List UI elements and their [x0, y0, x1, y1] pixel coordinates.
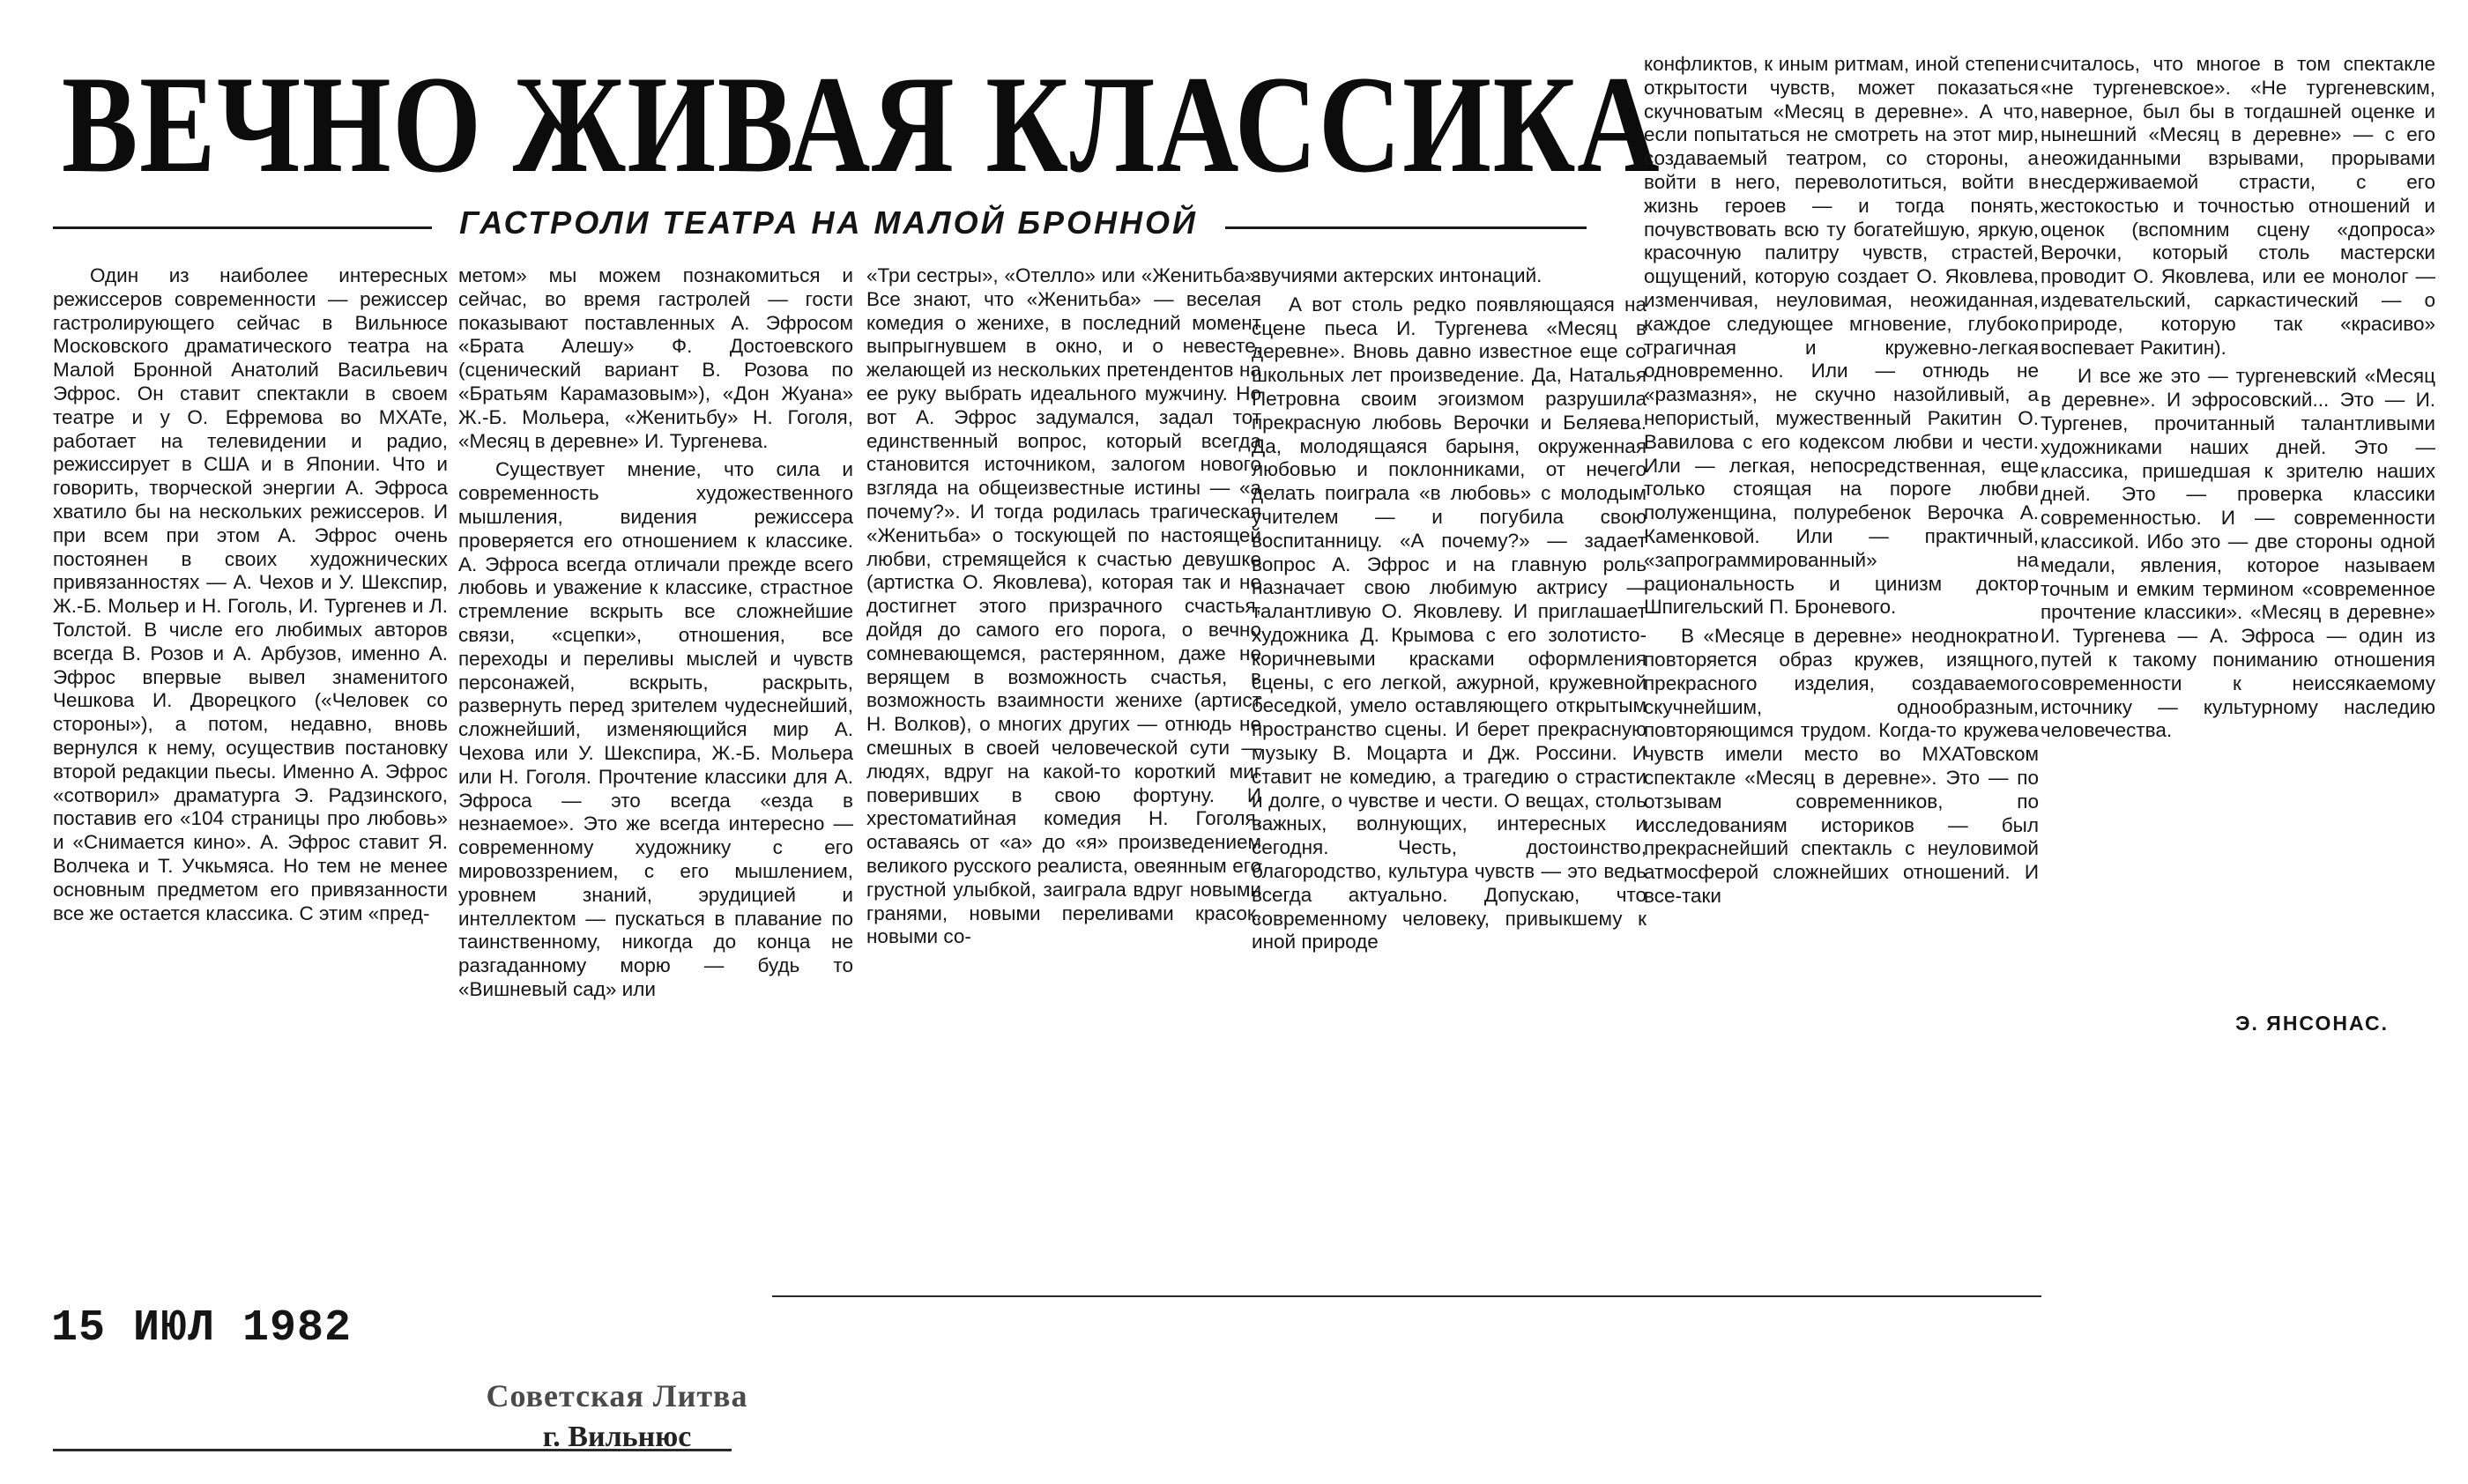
article-paragraph: метом» мы можем познакомиться и сейчас, во время гастролей — гости показывают поставленных А. Эфросом «Брата Алешу» Ф. Достоевского (сценический вариант В. Розова по «Братьям Карамазовым»), «Дон Жуана» Ж.-Б. Мольера, «Женитьбу» Н. Гоголя, «Месяц в деревне» И. Тургенева.	[458, 264, 853, 452]
article-paragraph: В «Месяце в деревне» неоднократно повторяется образ кружев, изящного, прекрасного изделия, создаваемого скучнейшим, однообразным, повторяющимся трудом. Когда-то кружева чувств имели место во МХАТовском спектакле «Месяц в деревне». Это — по отзывам современников, по исследованиям историков — был прекраснейший спектакль с неуловимой атмосферой сложнейших отношений. И все-таки	[1644, 625, 2039, 907]
rubric-rule-right	[1225, 226, 1587, 229]
rubric-rule-left	[53, 226, 432, 229]
article-paragraph: конфликтов, к иным ритмам, иной степени открытости чувств, может показаться скучноватым «Месяц в деревне». А что, если попытаться не смотреть на этот мир, создаваемый театром, со стороны, а войти в него, переволотиться, войти в жизнь героев — и тогда понять, почувствовать всю ту богатейшую, яркую, красочную палитру чувств, страстей, ощущений, которую создает О. Яковлева, изменчивая, неуловимая, неожиданная, каждое следующее мгновение, глубоко трагичная и кружевно-легкая одновременно. Или — отнюдь не «размазня», не скучно назойливый, а непористый, мужественный Ракитин О. Вавилова с его кодексом любви и чести. Или — легкая, непосредственная, еще только стоящая на пороге любви полуженщина, полуребенок Верочка А. Каменковой. Или — практичный, «запрограммированный» на рациональность и цинизм доктор Шпигельский П. Броневого.	[1644, 53, 2039, 619]
article-paragraph: А вот столь редко появляющаяся на сцене пьеса И. Тургенева «Месяц в деревне». Вновь давно известное еще со школьных лет произведение. Да, Наталья Петровна своим эгоизмом разрушила прекрасную любовь Верочки и Беляева. Да, молодящаяся барыня, окруженная любовью и поклонниками, от нечего делать поиграла «в любовь» с молодым учителем — и погубила свою воспитанницу. «А почему?» — задает вопрос А. Эфрос и на главную роль назначает свою любимую актрису — талантливую О. Яковлеву. И приглашает художника Д. Крымова с его золотисто-коричневыми красками оформления сцены, с его легкой, ажурной, кружевной беседкой, умело оставляющего открытым пространство сцены. И берет прекрасную музыку В. Моцарта и Дж. Россини. И ставит не комедию, а трагедию о страсти и долге, о чувстве и чести. О вещах, столь важных, волнующих, интересных и сегодня. Честь, достоинство, благородство, культура чувств — это ведь всегда актуально. Допускаю, что современному человеку, привыкшему к иной природе	[1252, 293, 1647, 953]
article-column-1	[53, 264, 448, 1287]
article-column-2	[458, 264, 853, 1287]
article-paragraph: Один из наиболее интересных режиссеров современности — режиссер гастролирующего сейчас в Вильнюсе Московского драматического театра на Малой Бронной Анатолий Васильевич Эфрос. Он ставит спектакли в своем театре и у О. Ефремова во МХАТе, работает на телевидении и радио, режиссирует в США и в Японии. Что и говорить, творческой энергии А. Эфроса хватило бы на нескольких режиссеров. И при всем при этом А. Эфрос очень постоянен в своих художнических привязанностях — А. Чехов и У. Шекспир, Ж.-Б. Мольер и Н. Гоголь, И. Тургенев и Л. Толстой. В числе его любимых авторов всегда В. Розов и А. Арбузов, именно А. Эфрос впервые вывел знаменитого Чешкова И. Дворецкого («Человек со стороны»), а потом, недавно, вновь вернулся к нему, осуществив постановку второй редакции пьесы. Именно А. Эфрос «сотворил» драматурга Э. Радзинского, поставив его «104 страницы про любовь» и «Снимается кино». А. Эфрос ставит Я. Волчека и Т. Учкьмяса. Но тем не менее основным предметом его привязанности все же остается классика. С этим «пред-	[53, 264, 448, 924]
article-column-5	[1644, 53, 2039, 1322]
article-rubric: ГАСТРОЛИ ТЕАТРА НА МАЛОЙ БРОННОЙ	[459, 204, 1198, 241]
article-paragraph: И все же это — тургеневский «Месяц в деревне». И эфросовский... Это — И. Тургенев, прочитанный талантливыми художниками наших дней. Это — классика, пришедшая к зрителю наших дней. Это — проверка классики современностью. И — современности классикой. Ибо это — две стороны одной медали, явления, которое называем точным и емким термином «современное прочтение классики». «Месяц в деревне» И. Тургенева — А. Эфроса — один из путей к такому пониманию отношения современности к неиссякаемому источнику — культурному наследию человечества.	[2041, 365, 2435, 742]
article-paragraph: считалось, что многое в том спектакле «не тургеневское». «Не тургеневским, наверное, был бы в тогдашней оценке и нынешний «Месяц в деревне» — с его неожиданными взрывами, прорывами несдерживаемой страсти, с его жестокостью и точностью отношений и оценок (вспомним сцену «допроса» Верочки, который столь мастерски проводит О. Яковлева, или ее монолог — издевательский, саркастический — о природе, которую так «красиво» воспевает Ракитин).	[2041, 53, 2435, 359]
article-column-4	[1252, 264, 1647, 1287]
article-paragraph: Существует мнение, что сила и современность художественного мышления, видения режиссера проверяется его отношением к классике. А. Эфроса всегда отличали прежде всего любовь и уважение к классике, страстное стремление вскрыть все сложнейшие связи, «сцепки», отношения, все переходы и переливы мыслей и чувств персонажей, вскрыть, раскрыть, развернуть перед зрителем чудеснейший, сложнейший, изменяющийся мир А. Чехова или У. Шекспира, Ж.-Б. Мольера или Н. Гоголя. Прочтение классики для А. Эфроса — это всегда «езда в незнаемое». Это же всегда интересно — современному художнику с его мировоззрением, с его мышлением, уровнем знаний, эрудицией и интеллектом — пускаться в плавание по таинственному, никогда до конца не разгаданному морю — будь то «Вишневый сад» или	[458, 458, 853, 1000]
article-column-6	[2041, 53, 2435, 991]
source-city: г. Вильнюс	[542, 1421, 692, 1453]
article-paragraph: «Три сестры», «Отелло» или «Женитьба». Все знают, что «Женитьба» — веселая комедия о женихе, в последний момент выпрыгнувшем в окно, и о невесте, желающей из нескольких претендентов на ее руку выбрать идеального мужчину. Но вот А. Эфрос задумался, задал тот единственный вопрос, который всегда становится источником, залогом нового взгляда на общеизвестные истины — «а почему?». И тогда родилась трагическая «Женитьба» о тоскующей по настоящей любви, стремящейся к счастью девушке (артистка О. Яковлева), которая так и не достигнет этого призрачного счастья, дойдя до самого его порога, о вечно сомневающемся, растерянном, даже не верящем в возможность счастья, в возможность взаимности женихе (артист Н. Волков), о многих других — отнюдь не смешных в своей человеческой сути — людях, вдруг на какой-то короткий миг поверивших в свою фортуну. И хрестоматийная комедия Н. Гоголя, оставаясь от «а» до «я» произведением великого русского реалиста, овеянным его грустной улыбкой, заиграла вдруг новыми гранями, новыми переливами красок, новыми со-	[866, 264, 1261, 948]
article-author: Э. ЯНСОНАС.	[2235, 1012, 2389, 1035]
date-stamp: 15 ИЮЛ 1982	[51, 1303, 353, 1354]
column-bottom-rule	[772, 1295, 2041, 1297]
article-headline: ВЕЧНО ЖИВАЯ КЛАССИКА	[62, 48, 1661, 202]
article-paragraph: звучиями актерских интонаций.	[1252, 264, 1542, 286]
article-column-3	[866, 264, 1261, 1287]
source-newspaper-name: Советская Литва	[486, 1378, 748, 1414]
source-stamp	[441, 1375, 793, 1463]
